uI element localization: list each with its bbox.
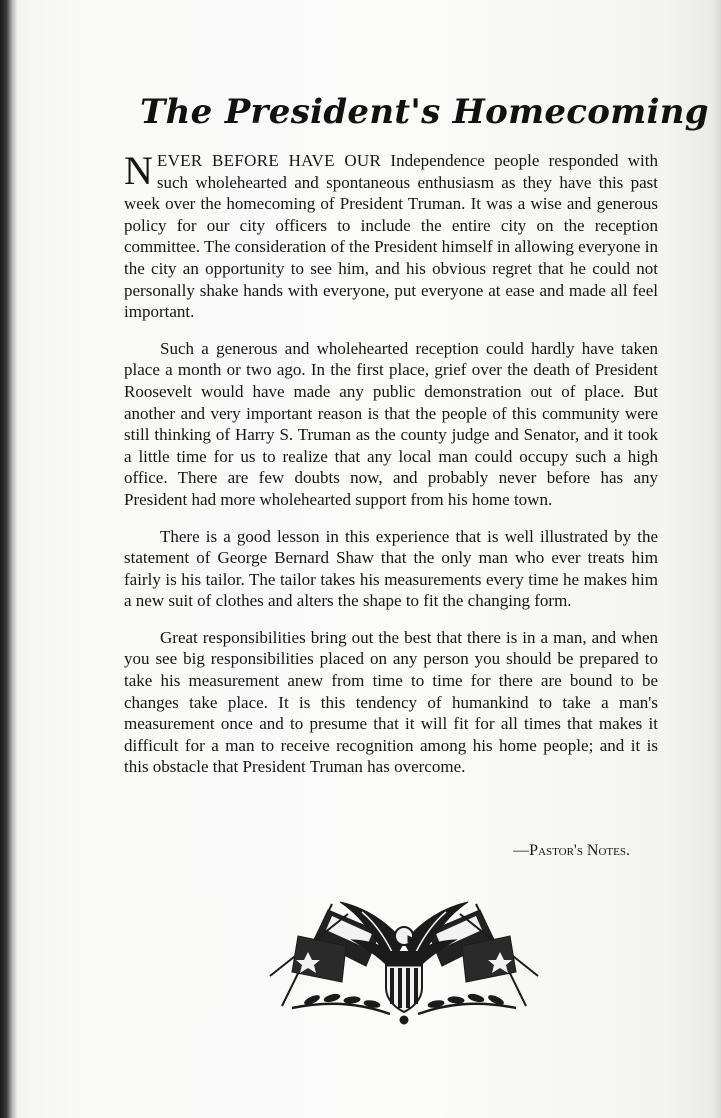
paragraph-2: Such a generous and wholehearted reception could hardly have taken place a month or two ago. In the first place, grief over the death of President Roosevelt would have made any public demonstration out of place. But another and very important reason is that the people of this community were still thinking of Harry S. Truman as the county judge and Senator, and it took a little time for us to realize that any local man could occupy such a high office. There are few doubts now, and probably never before has any President had more wholehearted support from his home town.	[124, 338, 658, 509]
page-spine-shadow	[0, 0, 18, 1118]
eagle-flags-shield-emblem-icon	[262, 896, 546, 1028]
paragraph-1	[124, 150, 658, 323]
paragraph-text: Independence people responded with such wholehearted and spontaneous enthusiasm as they have this past week over the homecoming of President Truman. It was a wise and generous policy for our city officers to include the entire city on the reception committee. The consideration of the President himself in allowing everyone in the city an opportunity to see him, and his obvious regret that he could not personally shake hands with everyone, put everyone at ease and made all feel important.	[124, 151, 658, 322]
page-edge-shadow	[713, 0, 721, 1118]
drop-cap: N	[124, 148, 153, 193]
paragraph-3: There is a good lesson in this experience that is well illustrated by the statement of George Bernard Shaw that the only man who ever treats him fairly is his tailor. The tailor takes his measurements every time he makes him a new suit of clothes and alters the shape to fit the changing form.	[124, 526, 658, 611]
paragraph-4: Great responsibilities bring out the best that there is in a man, and when you see big responsibilities placed on any person you should be prepared to take his measurement anew from time to time for there are bound to be changes take place. It is this tendency of humankind to take a man's measurement once and to presume that it will fit for all times that makes it difficult for a man to receive recognition among his home people; and it is this obstacle that President Truman has overcome.	[124, 627, 658, 777]
signoff-attribution: —Pastor's Notes.	[513, 842, 630, 859]
paragraph-lead: EVER BEFORE HAVE OUR	[156, 151, 382, 170]
article-body	[124, 150, 658, 778]
page-title: The President's Homecoming	[140, 92, 709, 132]
